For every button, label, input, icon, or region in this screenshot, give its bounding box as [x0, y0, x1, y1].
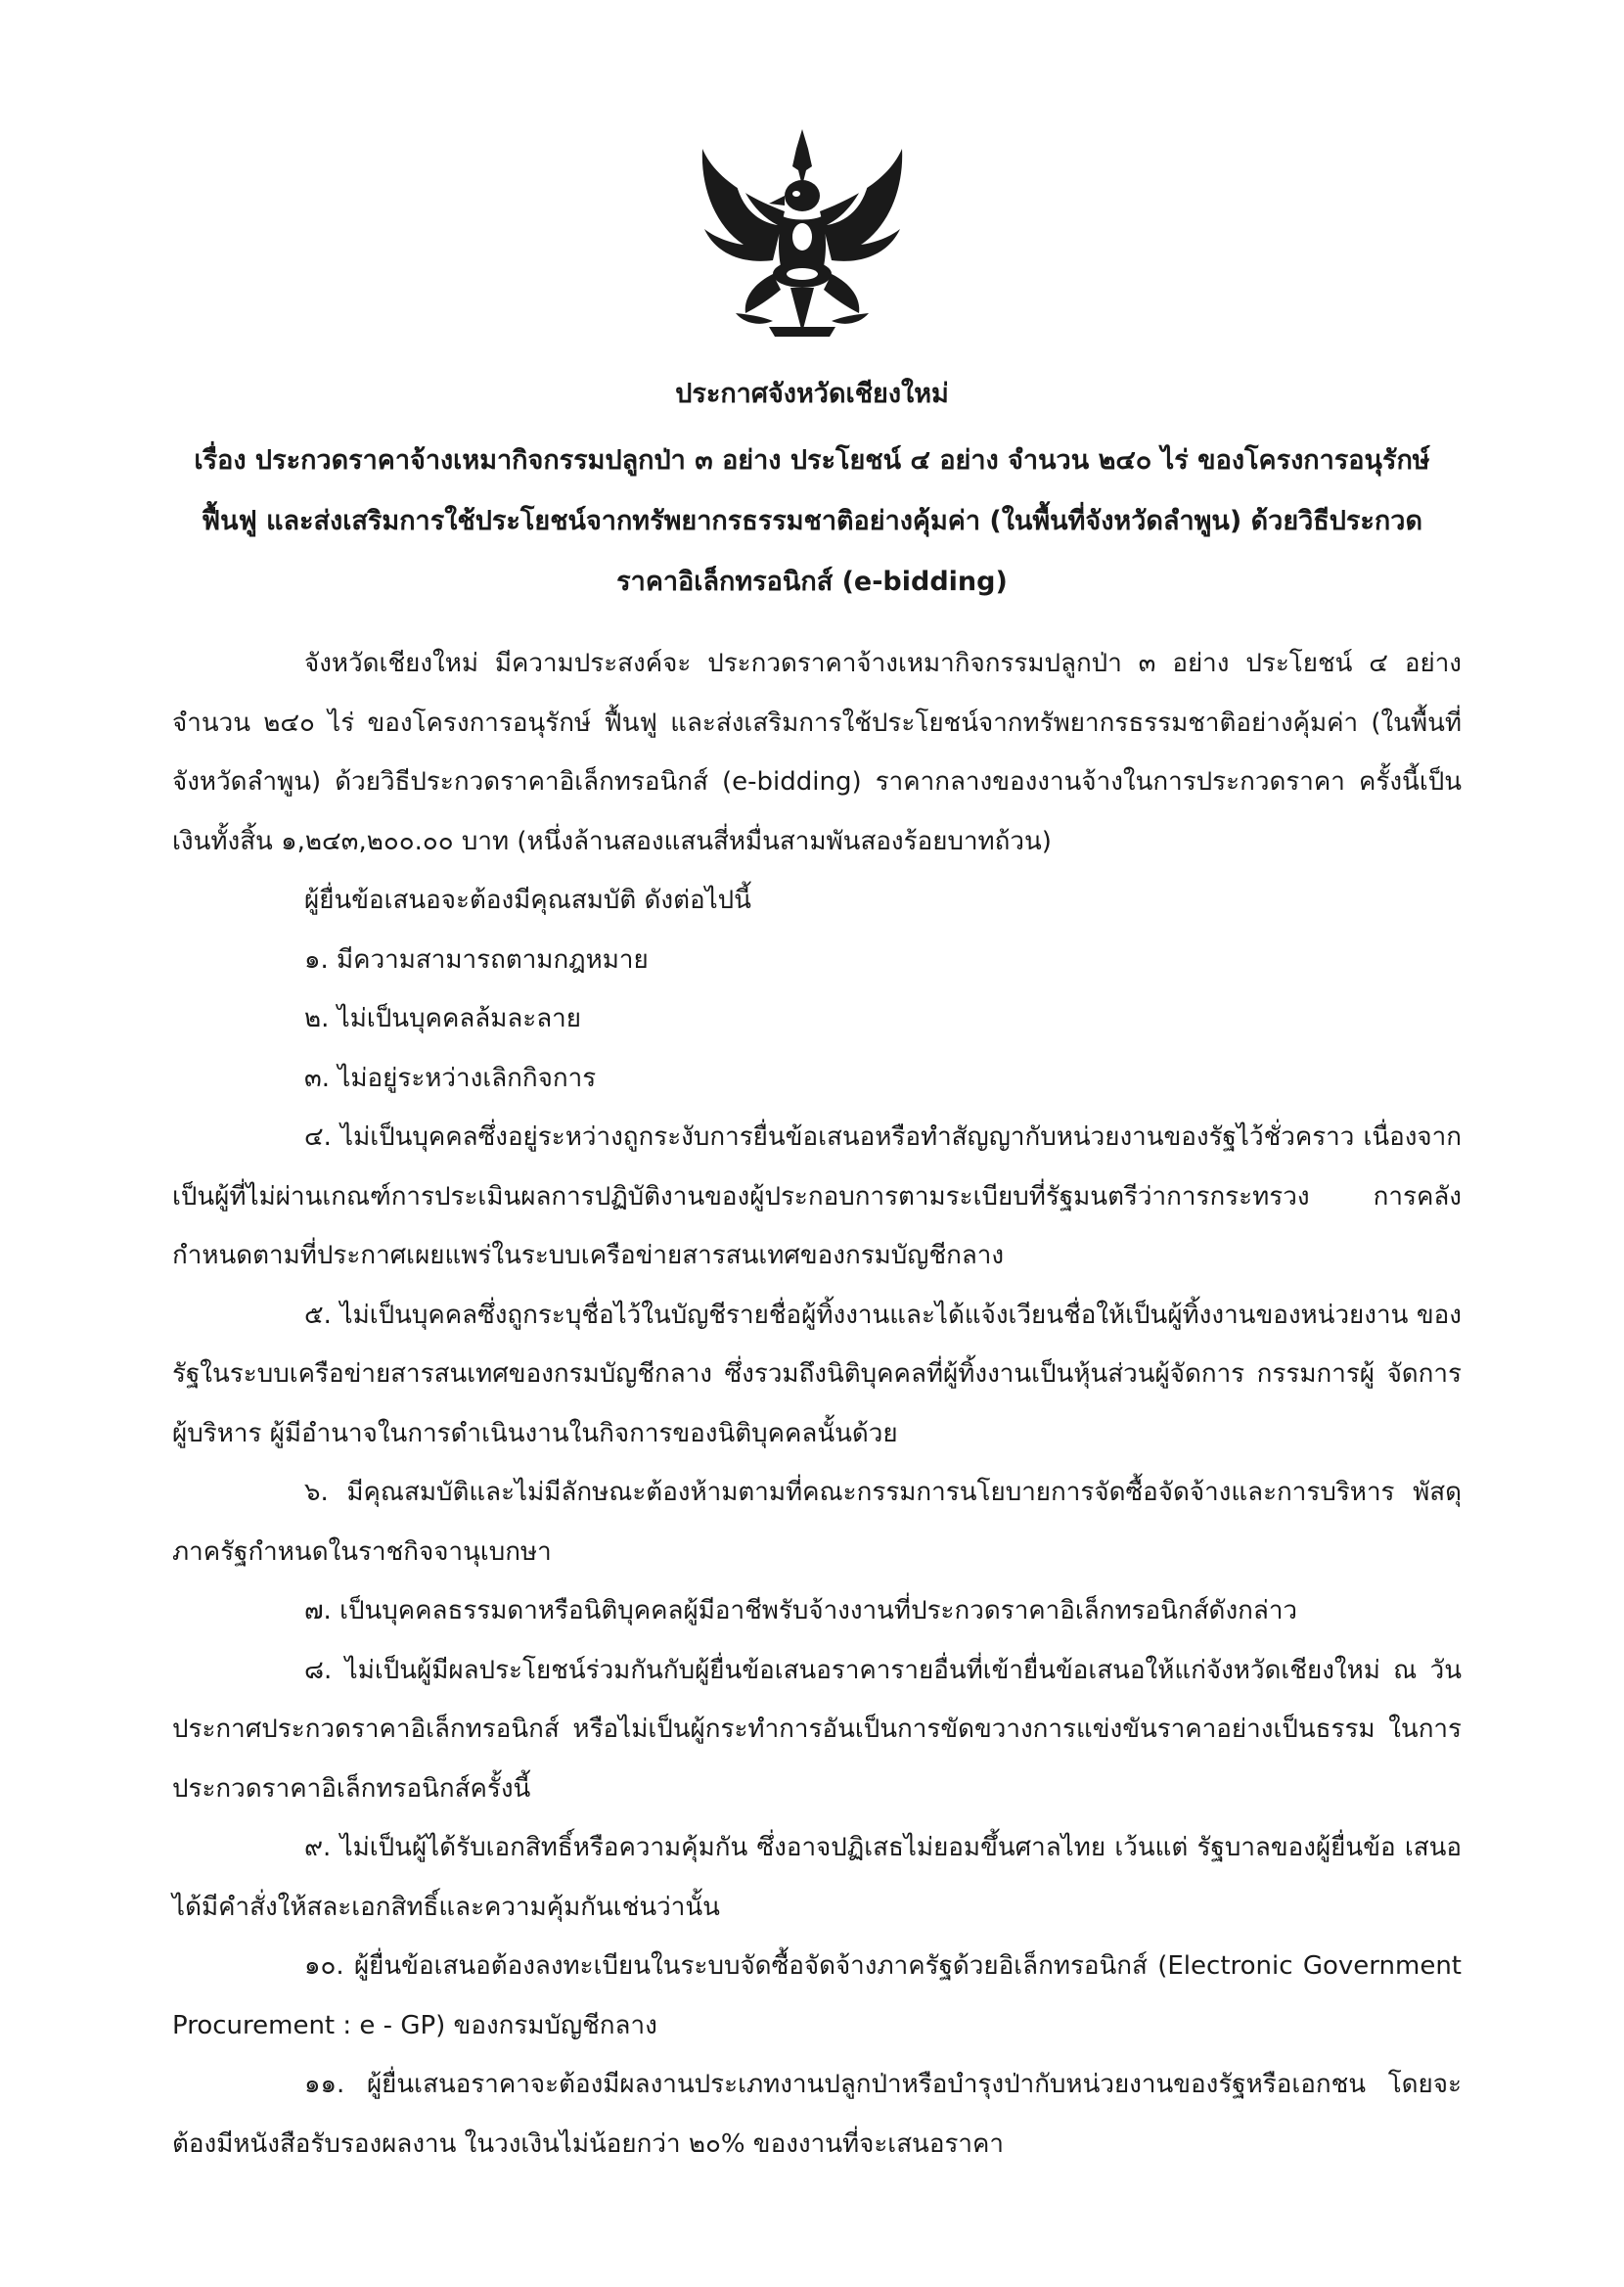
subject-line: เรื่อง ประกวดราคาจ้างเหมากิจกรรมปลูกป่า ๓ อย่าง ประโยชน์ ๔ อย่าง จำนวน ๒๔๐ ไร่ ของโครงการอนุรักษ์: [194, 445, 1430, 476]
item-line: ๙. ไม่เป็นผู้ได้รับเอกสิทธิ์หรือความคุ้มกัน ซึ่งอาจปฏิเสธไม่ยอมขึ้นศาลไทย เว้นแต่ รัฐบาลของผู้ยื่นข้อ: [304, 1833, 1396, 1862]
intro-line: จังหวัดเชียงใหม่ มีความประสงค์จะ ประกวดราคาจ้างเหมากิจกรรมปลูกป่า ๓ อย่าง ประโยชน์ ๔: [304, 649, 1388, 678]
item-line: พัสดุภาครัฐกำหนดในราชกิจจานุเบกษา: [172, 1478, 1462, 1567]
item-line: ๑๐. ผู้ยื่นข้อเสนอต้องลงทะเบียนในระบบจัดซื้อจัดจ้างภาครัฐด้วยอิเล็กทรอนิกส์ (Electronic: [304, 1951, 1293, 1981]
item-line: เสนอได้มีคำสั่งให้สละเอกสิทธิ์และความคุ้มกันเช่นว่านั้น: [172, 1833, 1462, 1922]
item-line: ๘. ไม่เป็นผู้มีผลประโยชน์ร่วมกันกับผู้ยื่นข้อเสนอราคารายอื่นที่เข้ายื่นข้อเสนอให้แก่จังหวัดเชียงใหม่ ณ: [304, 1655, 1418, 1685]
announcement-body: [172, 634, 1462, 2173]
item-line: ๑๑. ผู้ยื่นเสนอราคาจะต้องมีผลงานประเภทงานปลูกป่าหรือบำรุงป่ากับหน่วยงานของรัฐหรือเอกชน: [304, 2070, 1367, 2099]
item-line: ในการประกวดราคาอิเล็กทรอนิกส์ครั้งนี้: [172, 1715, 1462, 1804]
item-line: วันประกาศประกวดราคาอิเล็กทรอนิกส์ หรือไม่เป็นผู้กระทำการอันเป็นการขัดขวางการแข่งขันราคาอย่างเป็นธรรม: [172, 1655, 1462, 1744]
qualification-item-10: [172, 1937, 1462, 2055]
garuda-emblem-icon: [675, 127, 929, 347]
intro-line: ครั้งนี้เป็นเงินทั้งสิ้น ๑,๒๔๓,๒๐๐.๐๐ บาท (หนึ่งล้านสองแสนสี่หมื่นสามพันสองร้อยบาทถ้วน): [172, 767, 1462, 856]
item-line: โดยจะต้องมีหนังสือรับรองผลงาน ในวงเงินไม่น้อยกว่า ๒๐% ของงานที่จะเสนอราคา: [172, 2070, 1462, 2159]
qualification-item-5: [172, 1286, 1462, 1464]
qualification-item-8: [172, 1641, 1462, 1819]
item-line: การคลังกำหนดตามที่ประกาศเผยแพร่ในระบบเครือข่ายสารสนเทศของกรมบัญชีกลาง: [172, 1181, 1462, 1270]
qualifications-heading: ผู้ยื่นข้อเสนอจะต้องมีคุณสมบัติ ดังต่อไปนี้: [304, 886, 751, 915]
qualification-item-6: [172, 1463, 1462, 1581]
item-line: ๔. ไม่เป็นบุคคลซึ่งอยู่ระหว่างถูกระงับการยื่นข้อเสนอหรือทำสัญญากับหน่วยงานของรัฐไว้ชั่วคราว: [304, 1122, 1355, 1152]
item-line: ของรัฐในระบบเครือข่ายสารสนเทศของกรมบัญชีกลาง ซึ่งรวมถึงนิติบุคคลที่ผู้ทิ้งงานเป็นหุ้นส่วนผู้จัดการ กรรมการผู้: [172, 1300, 1462, 1389]
qualification-item-11: [172, 2055, 1462, 2173]
qualification-item-3: ๓. ไม่อยู่ระหว่างเลิกกิจการ: [304, 1063, 597, 1093]
qualification-item-4: [172, 1108, 1462, 1286]
subject-line: ราคาอิเล็กทรอนิกส์ (e-bidding): [616, 567, 1008, 597]
item-line: Government Procurement : e - GP) ของกรมบัญชีกลาง: [172, 1951, 1462, 2040]
item-line: ๖. มีคุณสมบัติและไม่มีลักษณะต้องห้ามตามที่คณะกรรมการนโยบายการจัดซื้อจัดจ้างและการบริหาร: [304, 1478, 1395, 1507]
intro-paragraph: [172, 634, 1462, 871]
item-line: ๕. ไม่เป็นบุคคลซึ่งถูกระบุชื่อไว้ในบัญชีรายชื่อผู้ทิ้งงานและได้แจ้งเวียนชื่อให้เป็นผู้ทิ้งงานของหน่วยงาน: [304, 1300, 1409, 1330]
intro-line: (ในพื้นที่จังหวัดลำพูน) ด้วยวิธีประกวดราคาอิเล็กทรอนิกส์ (e-bidding) ราคากลางของงานจ้างในการประกวดราคา: [172, 708, 1463, 797]
subject-line: ฟื้นฟู และส่งเสริมการใช้ประโยชน์จากทรัพยากรธรรมชาติอย่างคุ้มค่า (ในพื้นที่จังหวัดลำพูน) ด้วยวิธีประกวด: [202, 506, 1422, 536]
qualification-item-7: ๗. เป็นบุคคลธรรมดาหรือนิติบุคคลผู้มีอาชีพรับจ้างงานที่ประกวดราคาอิเล็กทรอนิกส์ดังกล่าว: [304, 1596, 1298, 1625]
announcement-subject: [147, 431, 1477, 613]
intro-line: อย่าง จำนวน ๒๔๐ ไร่ ของโครงการอนุรักษ์ ฟื้นฟู และส่งเสริมการใช้ประโยชน์จากทรัพยากรธรรมชาติอย่างคุ้มค่า: [172, 649, 1463, 738]
qualification-item-2: ๒. ไม่เป็นบุคคลล้มละลาย: [304, 1004, 582, 1033]
qualification-item-1: ๑. มีความสามารถตามกฎหมาย: [304, 944, 649, 975]
announcement-title: ประกาศจังหวัดเชียงใหม่: [675, 379, 949, 409]
item-line: เนื่องจากเป็นผู้ที่ไม่ผ่านเกณฑ์การประเมินผลการปฏิบัติงานของผู้ประกอบการตามระเบียบที่รัฐมนตรีว่าการกระทรวง: [172, 1122, 1462, 1212]
item-line: จัดการ ผู้บริหาร ผู้มีอำนาจในการดำเนินงานในกิจการของนิติบุคคลนั้นด้วย: [172, 1359, 1462, 1448]
qualification-item-9: [172, 1818, 1462, 1937]
